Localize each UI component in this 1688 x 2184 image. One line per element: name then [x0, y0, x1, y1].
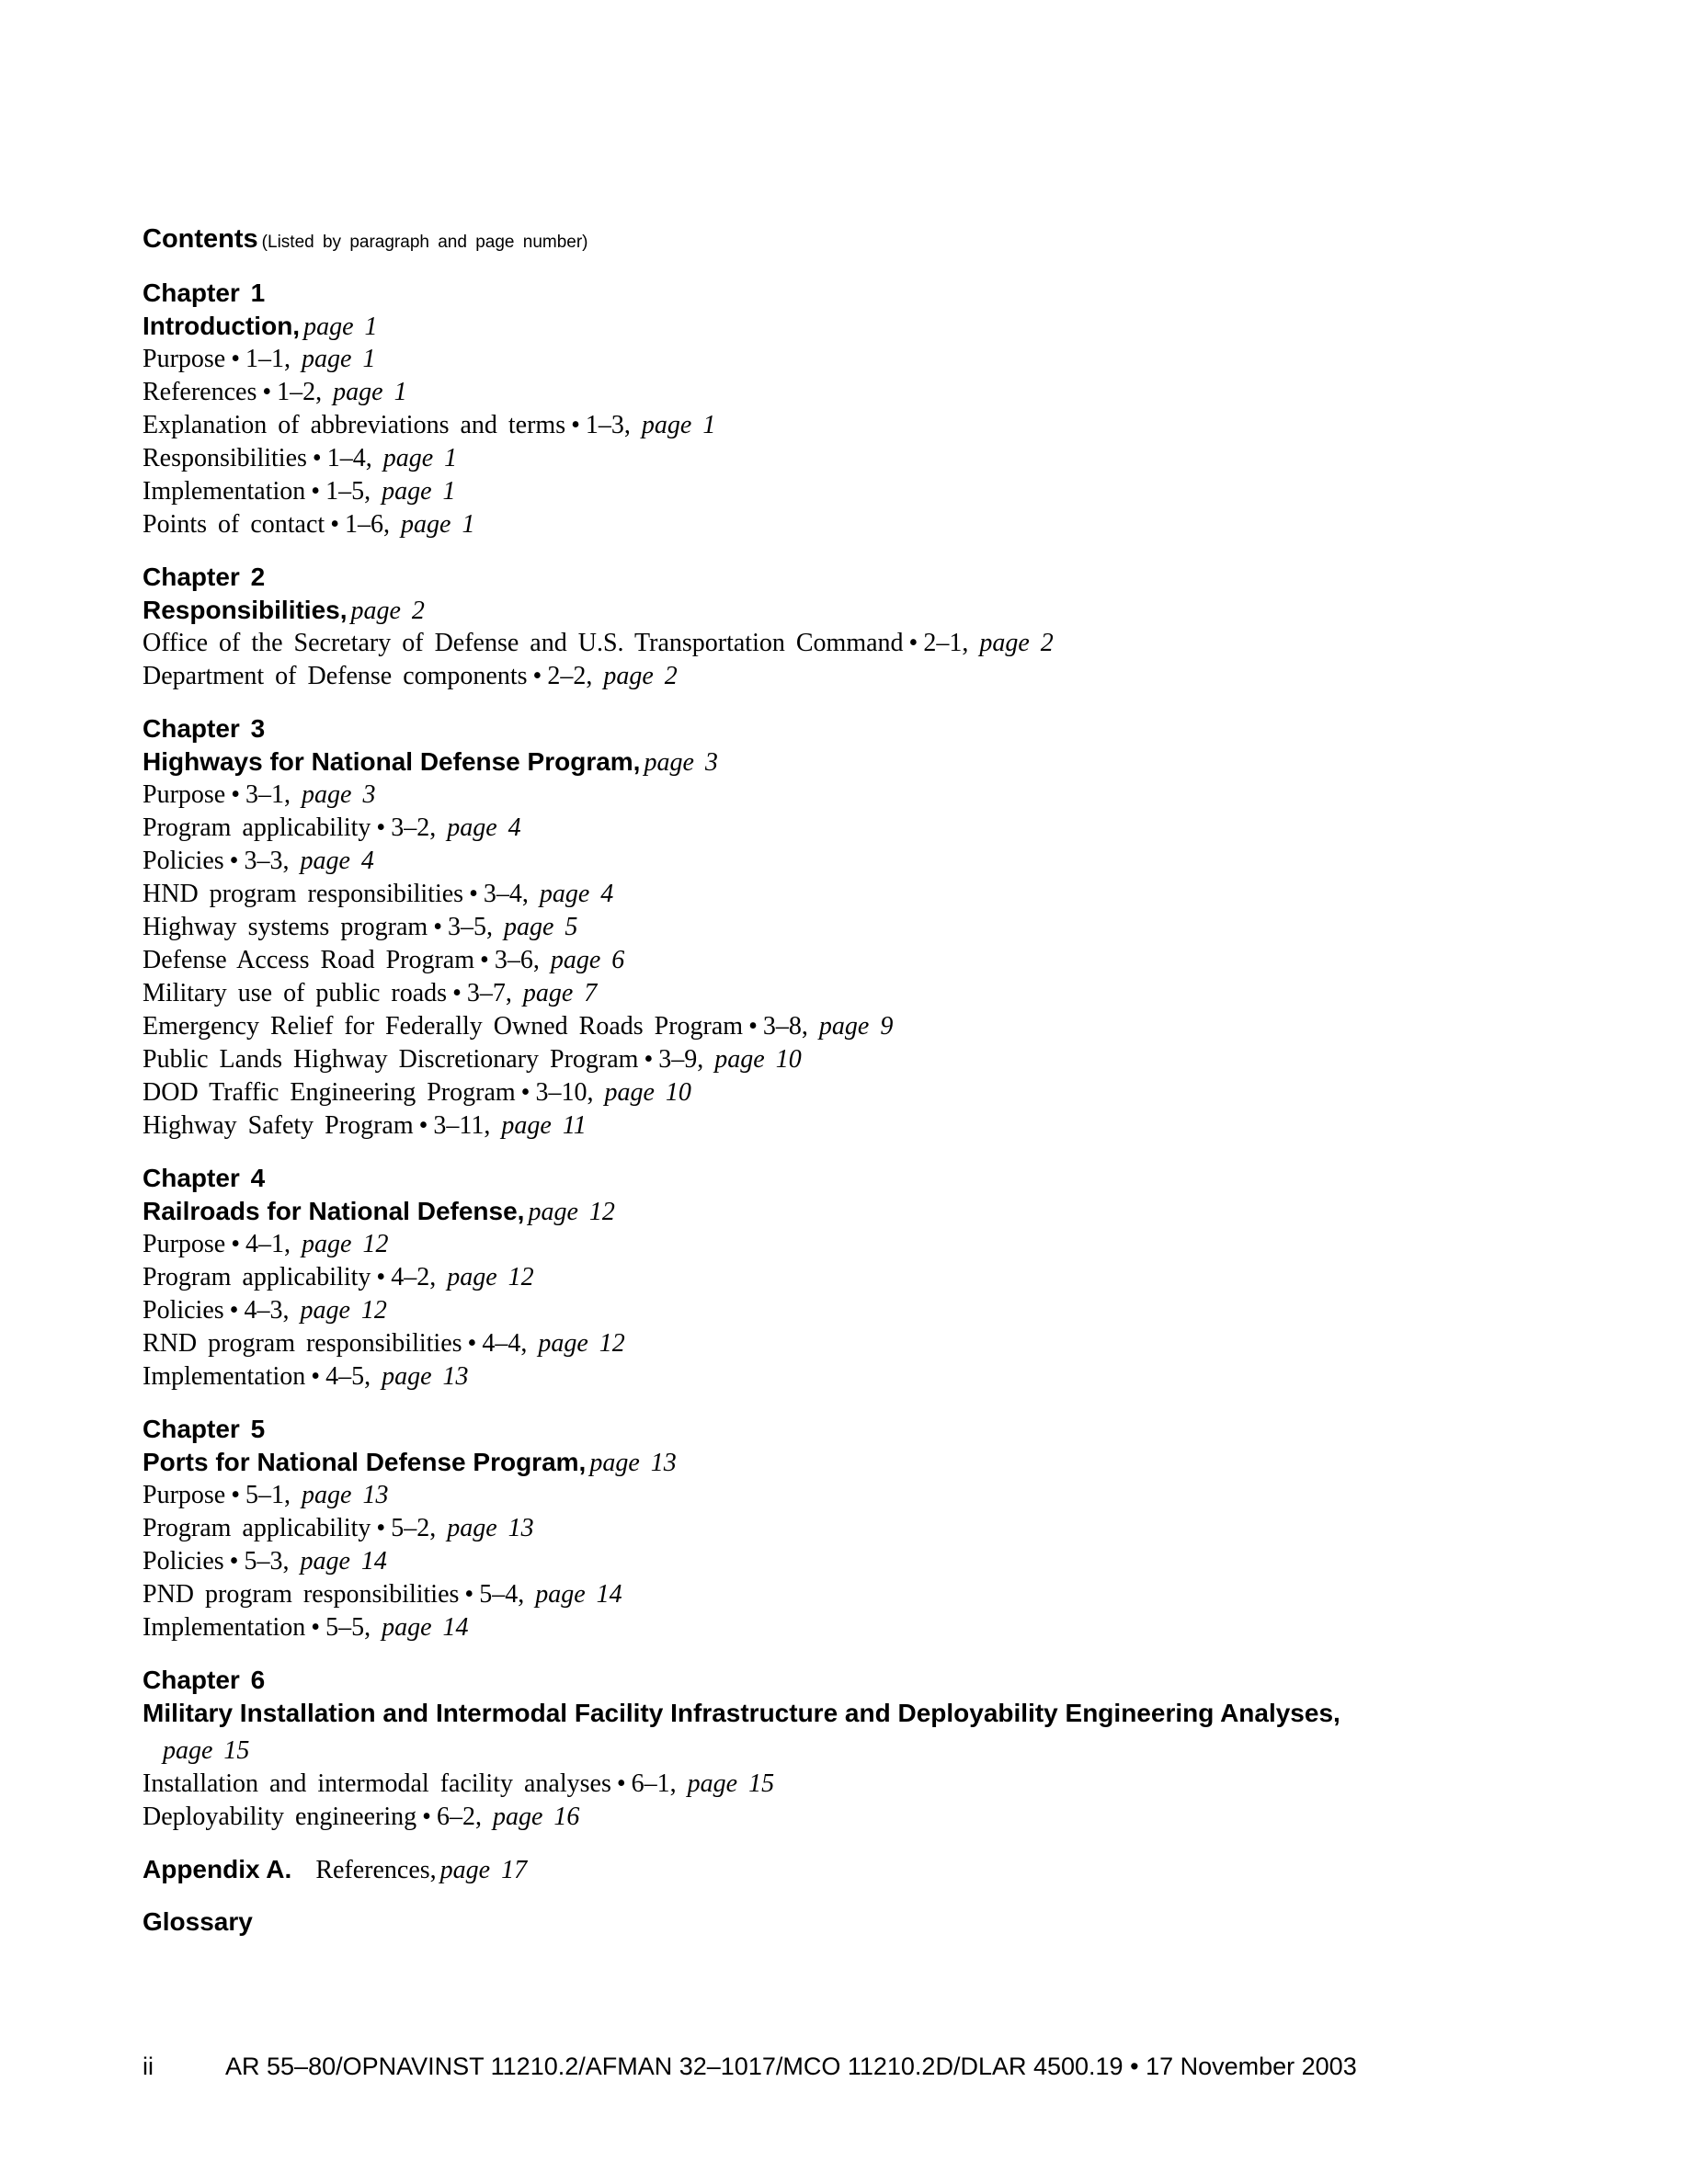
bullet-separator: •: [231, 780, 241, 809]
entry-paragraph: 3–7,: [466, 979, 512, 1007]
entry-page: page 14: [382, 1613, 469, 1642]
entry-page: page 2: [979, 629, 1054, 657]
chapter-title[interactable]: [143, 1195, 1577, 1228]
toc-entry[interactable]: [143, 376, 1577, 409]
entry-paragraph: 3–6,: [494, 946, 540, 974]
entry-page: page 1: [302, 345, 376, 373]
appendix-label: Appendix A.: [143, 1855, 292, 1883]
toc-entry[interactable]: [143, 1076, 1577, 1109]
entry-title: Policies: [143, 1296, 224, 1325]
toc-entry[interactable]: [143, 1512, 1577, 1545]
entry-title: Emergency Relief for Federally Owned Roads Program: [143, 1012, 744, 1041]
toc-entry[interactable]: [143, 845, 1577, 878]
entry-page: page 13: [382, 1362, 469, 1391]
chapter-title-text: Military Installation and Intermodal Facility Infrastructure and Deployability Engineering Analyses,: [143, 1699, 1340, 1727]
bullet-separator: •: [312, 444, 322, 472]
entry-paragraph: 3–1,: [245, 780, 291, 809]
entry-page: page 1: [382, 477, 456, 506]
toc-entry[interactable]: [143, 1479, 1577, 1512]
bullet-separator: •: [464, 1580, 474, 1609]
chapter-label: Chapter 2: [143, 563, 266, 591]
entry-page: page 12: [302, 1230, 389, 1258]
bullet-separator: •: [376, 1263, 386, 1291]
chapter-page: page 15: [163, 1736, 250, 1765]
entry-paragraph: 3–4,: [483, 880, 529, 908]
entry-paragraph: 4–1,: [245, 1230, 291, 1258]
chapter-title[interactable]: [143, 1697, 1577, 1768]
entry-title: Explanation of abbreviations and terms: [143, 411, 566, 439]
toc-entry[interactable]: [143, 1294, 1577, 1327]
entry-paragraph: 5–4,: [479, 1580, 525, 1609]
chapter-title-text: Responsibilities,: [143, 596, 348, 624]
entry-paragraph: 3–9,: [658, 1045, 704, 1074]
toc-entry[interactable]: [143, 779, 1577, 812]
entry-paragraph: 6–2,: [436, 1803, 482, 1831]
chapter-page: page 1: [303, 313, 378, 341]
entry-page: page 1: [641, 411, 716, 439]
chapter-label: Chapter 4: [143, 1164, 266, 1192]
toc-entry[interactable]: [143, 1327, 1577, 1360]
entry-title: Implementation: [143, 1362, 306, 1391]
entry-page: page 7: [522, 979, 598, 1007]
entry-page: page 5: [504, 913, 578, 941]
bullet-separator: •: [330, 510, 340, 539]
entry-page: page 4: [447, 813, 521, 842]
bullet-separator: •: [908, 629, 918, 657]
appendix-entry[interactable]: [143, 1853, 1577, 1886]
toc-entry[interactable]: [143, 1611, 1577, 1644]
entry-page: page 12: [538, 1329, 625, 1358]
entry-title: Purpose: [143, 345, 226, 373]
entry-title: RND program responsibilities: [143, 1329, 462, 1358]
chapter-block: [143, 1413, 1577, 1644]
entry-title: DOD Traffic Engineering Program: [143, 1078, 516, 1107]
footer-document-id: AR 55–80/OPNAVINST 11210.2/AFMAN 32–1017/MCO 11210.2D/DLAR 4500.19: [225, 2053, 1123, 2080]
chapter-title-text: Ports for National Defense Program,: [143, 1448, 587, 1476]
bullet-separator: •: [469, 880, 478, 908]
toc-entry[interactable]: [143, 1010, 1577, 1043]
bullet-separator: •: [376, 1514, 386, 1542]
entry-paragraph: 1–6,: [345, 510, 391, 539]
bullet-separator: •: [231, 1481, 241, 1509]
entry-paragraph: 3–5,: [448, 913, 493, 941]
chapter-title-text: Highways for National Defense Program,: [143, 747, 641, 776]
chapter-title-text: Introduction,: [143, 312, 301, 340]
entry-title: Office of the Secretary of Defense and U.S. Transportation Command: [143, 629, 904, 657]
entry-title: Program applicability: [143, 1263, 371, 1291]
toc-entry[interactable]: [143, 475, 1577, 508]
contents-title: Contents: [143, 224, 258, 254]
chapter-label: Chapter 5: [143, 1415, 266, 1443]
bullet-separator: •: [532, 662, 542, 690]
entry-page: page 9: [818, 1012, 894, 1041]
entry-title: Department of Defense components: [143, 662, 528, 690]
entry-paragraph: 1–5,: [325, 477, 371, 506]
entry-title: PND program responsibilities: [143, 1580, 460, 1609]
entry-paragraph: 3–3,: [244, 847, 290, 875]
bullet-separator: •: [520, 1078, 530, 1107]
entry-paragraph: 4–2,: [391, 1263, 437, 1291]
entry-paragraph: 6–1,: [631, 1769, 677, 1798]
entry-paragraph: 5–2,: [391, 1514, 437, 1542]
entry-page: page 12: [447, 1263, 534, 1291]
toc-entry[interactable]: [143, 627, 1577, 660]
bullet-separator: •: [644, 1045, 654, 1074]
entry-title: Highway systems program: [143, 913, 428, 941]
entry-page: page 13: [302, 1481, 389, 1509]
bullet-separator: •: [229, 1296, 239, 1325]
toc-entry[interactable]: [143, 660, 1577, 693]
entry-paragraph: 5–5,: [325, 1613, 371, 1642]
entry-paragraph: 3–10,: [535, 1078, 594, 1107]
entry-paragraph: 3–2,: [391, 813, 437, 842]
footer-separator: •: [1130, 2053, 1139, 2080]
bullet-separator: •: [571, 411, 580, 439]
chapter-label: Chapter 6: [143, 1666, 266, 1694]
chapter-label: Chapter 1: [143, 279, 266, 307]
entry-title: Purpose: [143, 780, 226, 809]
bullet-separator: •: [231, 345, 241, 373]
toc-entry[interactable]: [143, 1261, 1577, 1294]
entry-title: Policies: [143, 1547, 224, 1575]
entry-title: Public Lands Highway Discretionary Program: [143, 1045, 639, 1074]
footer-date: 17 November 2003: [1146, 2053, 1357, 2080]
entry-title: Installation and intermodal facility analyses: [143, 1769, 611, 1798]
chapter-page: page 3: [644, 748, 718, 777]
toc-entry[interactable]: [143, 1228, 1577, 1261]
chapter-list: [143, 277, 1577, 1834]
bullet-separator: •: [748, 1012, 758, 1041]
toc-entry[interactable]: [143, 1768, 1577, 1801]
entry-title: Deployability engineering: [143, 1803, 417, 1831]
bullet-separator: •: [231, 1230, 241, 1258]
toc-entry[interactable]: [143, 1545, 1577, 1578]
entry-paragraph: 3–11,: [433, 1111, 491, 1140]
entry-title: Policies: [143, 847, 224, 875]
toc-entry[interactable]: [143, 977, 1577, 1010]
chapter-page: page 13: [589, 1449, 677, 1477]
toc-entry[interactable]: [143, 409, 1577, 442]
chapter-page: page 12: [528, 1198, 615, 1226]
chapter-label: Chapter 3: [143, 714, 266, 743]
entry-title: Military use of public roads: [143, 979, 448, 1007]
entry-page: page 12: [300, 1296, 387, 1325]
entry-paragraph: 1–3,: [585, 411, 631, 439]
chapter-block: [143, 561, 1577, 693]
toc-entry[interactable]: [143, 812, 1577, 845]
chapter-page: page 2: [350, 597, 425, 625]
entry-page: page 15: [687, 1769, 775, 1798]
bullet-separator: •: [311, 477, 321, 506]
chapter-title-text: Railroads for National Defense,: [143, 1197, 525, 1225]
entry-paragraph: 5–3,: [244, 1547, 290, 1575]
bullet-separator: •: [262, 378, 272, 406]
entry-title: Purpose: [143, 1481, 226, 1509]
toc-entry[interactable]: [143, 1801, 1577, 1834]
toc-entry[interactable]: [143, 1109, 1577, 1143]
bullet-separator: •: [229, 847, 239, 875]
entry-page: page 10: [714, 1045, 802, 1074]
toc-entry[interactable]: [143, 1360, 1577, 1393]
bullet-separator: •: [418, 1111, 428, 1140]
chapter-title[interactable]: [143, 1446, 1577, 1479]
entry-title: Implementation: [143, 1613, 306, 1642]
chapter-block: [143, 1162, 1577, 1393]
contents-subtitle: (Listed by paragraph and page number): [261, 233, 588, 252]
bullet-separator: •: [422, 1803, 431, 1831]
entry-paragraph: 4–3,: [244, 1296, 290, 1325]
contents-header: [143, 221, 1577, 257]
chapter-block: [143, 712, 1577, 1143]
entry-paragraph: 3–8,: [762, 1012, 808, 1041]
toc-entry[interactable]: [143, 878, 1577, 911]
entry-title: Responsibilities: [143, 444, 307, 472]
entry-paragraph: 4–5,: [325, 1362, 371, 1391]
entry-page: page 3: [302, 780, 376, 809]
toc-entry[interactable]: [143, 1043, 1577, 1076]
bullet-separator: •: [311, 1362, 321, 1391]
entry-title: Implementation: [143, 477, 306, 506]
bullet-separator: •: [452, 979, 462, 1007]
bullet-separator: •: [616, 1769, 626, 1798]
glossary-entry[interactable]: Glossary: [143, 1907, 253, 1936]
entry-page: page 4: [300, 847, 374, 875]
bullet-separator: •: [433, 913, 442, 941]
entry-page: page 4: [539, 880, 614, 908]
appendix-page: page 17: [439, 1856, 528, 1884]
entry-page: page 1: [333, 378, 407, 406]
entry-title: Highway Safety Program: [143, 1111, 414, 1140]
entry-paragraph: 2–1,: [923, 629, 969, 657]
entry-page: page 13: [447, 1514, 534, 1542]
entry-paragraph: 2–2,: [547, 662, 593, 690]
entry-title: References: [143, 378, 257, 406]
entry-paragraph: 1–4,: [326, 444, 372, 472]
entry-paragraph: 5–1,: [245, 1481, 291, 1509]
appendix-title: References,: [315, 1856, 437, 1884]
entry-page: page 14: [535, 1580, 622, 1609]
toc-entry[interactable]: [143, 944, 1577, 977]
entry-paragraph: 1–1,: [245, 345, 291, 373]
toc-entry[interactable]: [143, 1578, 1577, 1611]
chapter-block: [143, 1664, 1577, 1834]
toc-entry[interactable]: [143, 911, 1577, 944]
entry-page: page 14: [300, 1547, 387, 1575]
entry-page: page 1: [382, 444, 458, 472]
chapter-title[interactable]: [143, 594, 1577, 627]
bullet-separator: •: [480, 946, 489, 974]
entry-title: Purpose: [143, 1230, 226, 1258]
bullet-separator: •: [467, 1329, 477, 1358]
bullet-separator: •: [229, 1547, 239, 1575]
entry-page: page 2: [603, 662, 678, 690]
toc-entry[interactable]: [143, 343, 1577, 376]
entry-title: Program applicability: [143, 1514, 371, 1542]
chapter-title[interactable]: [143, 310, 1577, 343]
toc-entry[interactable]: [143, 508, 1577, 541]
footer-page-number: ii: [143, 2053, 154, 2080]
entry-title: Defense Access Road Program: [143, 946, 475, 974]
entry-title: HND program responsibilities: [143, 880, 464, 908]
entry-title: Program applicability: [143, 813, 371, 842]
chapter-block: [143, 277, 1577, 541]
entry-paragraph: 4–4,: [482, 1329, 528, 1358]
contents-page: [143, 221, 1577, 1939]
toc-entry[interactable]: [143, 442, 1577, 475]
entry-page: page 6: [550, 946, 625, 974]
bullet-separator: •: [376, 813, 386, 842]
entry-paragraph: 1–2,: [277, 378, 323, 406]
entry-page: page 16: [492, 1803, 580, 1831]
entry-page: page 11: [501, 1111, 587, 1140]
bullet-separator: •: [311, 1613, 321, 1642]
entry-page: page 10: [604, 1078, 691, 1107]
entry-title: Points of contact: [143, 510, 325, 539]
page-footer: [143, 2050, 1357, 2083]
entry-page: page 1: [401, 510, 475, 539]
chapter-title[interactable]: [143, 745, 1577, 779]
